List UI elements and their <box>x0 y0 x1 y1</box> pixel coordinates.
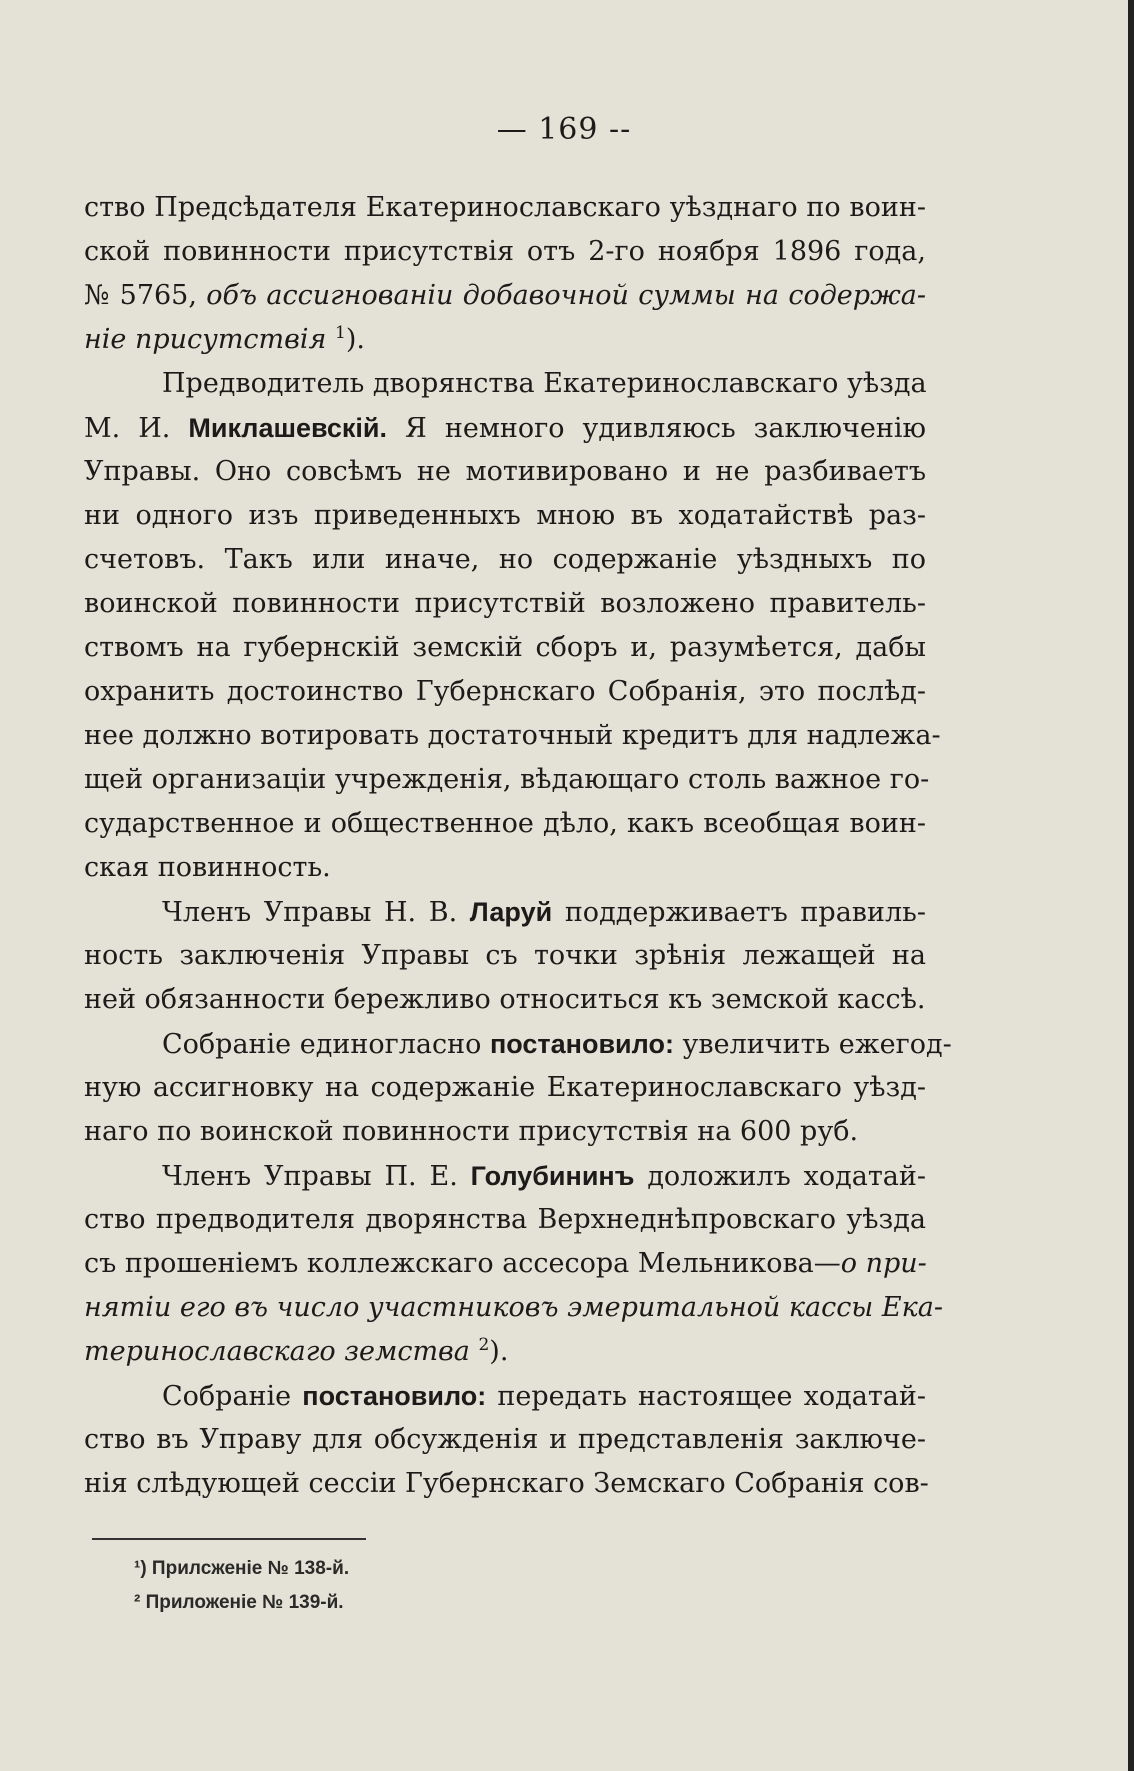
resolution-word: постановило: <box>302 1381 487 1411</box>
text-run: Собраніе <box>162 1381 292 1412</box>
italic-text: объ ассигнованіи добавочной суммы на содержа- <box>206 280 926 311</box>
text-line: сударственное и общественное дѣло, какъ всеобщая воин- <box>84 808 926 839</box>
text-run: ). <box>345 324 365 355</box>
text-line: ской повинности присутствія отъ 2-го ноября 1896 года, <box>84 236 926 267</box>
footnote-divider <box>92 1538 366 1540</box>
footnotes <box>134 1552 349 1620</box>
text-line <box>84 890 926 934</box>
page-number: — 169 -- <box>496 112 632 147</box>
resolution-word: постановило: <box>489 1029 674 1059</box>
text-line: ную ассигновку на содержаніе Екатеринославскаго уѣзд- <box>84 1072 926 1103</box>
text-line: ство въ Управу для обсужденія и представленія заключе- <box>84 1424 926 1455</box>
footnote-2: ² Приложеніе № 139-й. <box>134 1592 344 1613</box>
text-line <box>84 274 926 318</box>
body-text <box>84 186 952 1506</box>
footnote-ref: 1 <box>334 323 346 343</box>
text-line <box>84 1374 926 1418</box>
text-line <box>84 1242 926 1286</box>
text-line: наго по воинской повинности присутствія на 600 руб. <box>84 1116 859 1147</box>
text-line <box>84 406 926 450</box>
text-run: Я немного удивляюсь заключенію <box>405 413 926 444</box>
text-run: Собраніе единогласно <box>162 1029 482 1060</box>
text-line: Предводитель дворянства Екатеринославскаго уѣзда <box>162 368 927 399</box>
text-line <box>84 1022 952 1066</box>
text-line: ство Предсѣдателя Екатеринославскаго уѣзднаго по воин- <box>84 192 926 223</box>
text-line <box>84 1330 926 1374</box>
text-run: передать настоящее ходатай- <box>497 1381 926 1412</box>
footnote-ref: 2 <box>478 1335 490 1355</box>
text-run: Членъ Управы Н. В. <box>162 897 458 928</box>
speaker-name: Миклашевскій. <box>188 413 388 443</box>
text-run: доложилъ ходатай- <box>647 1161 926 1192</box>
italic-text: о при- <box>840 1248 927 1279</box>
paragraph-6 <box>84 1374 929 1506</box>
text-line <box>84 1154 926 1198</box>
paragraph-1 <box>84 186 926 362</box>
text-line: ствомъ на губернскій земскій сборъ и, разумѣется, дабы <box>84 632 926 663</box>
speaker-name: Ларуй <box>469 897 553 927</box>
paragraph-5 <box>84 1154 943 1374</box>
text-line <box>84 318 926 362</box>
text-line: счетовъ. Такъ или иначе, но содержаніе уѣздныхъ по <box>84 544 926 575</box>
text-run: № 5765, <box>84 280 197 311</box>
italic-text: теринославскаго земства <box>84 1336 470 1367</box>
text-line: ство предводителя дворянства Верхнеднѣпровскаго уѣзда <box>84 1204 926 1235</box>
speaker-name: Голубининъ <box>470 1161 635 1191</box>
text-run: М. И. <box>84 413 171 444</box>
text-run: съ прошеніемъ коллежскаго ассесора Мельникова— <box>84 1248 841 1279</box>
text-line: воинской повинности присутствій возложено правитель- <box>84 588 926 619</box>
paragraph-2 <box>84 362 941 890</box>
text-line: щей организаціи учрежденія, вѣдающаго столь важное го- <box>84 764 930 795</box>
footnote-1: ¹) Прилсженіе № 138-й. <box>134 1558 350 1579</box>
paragraph-4 <box>84 1022 952 1154</box>
text-line: ней обязанности бережливо относиться къ земской кассѣ. <box>84 984 926 1015</box>
italic-text: ніе присутствія <box>84 324 327 355</box>
text-line: ни одного изъ приведенныхъ мною въ ходатайствѣ раз- <box>84 500 926 531</box>
text-line: нее должно вотировать достаточный кредитъ для надлежа- <box>84 720 941 751</box>
text-line: нія слѣдующей сессіи Губернскаго Земскаго Собранія сов- <box>84 1468 929 1499</box>
paragraph-3 <box>84 890 926 1022</box>
text-run: ). <box>489 1336 509 1367</box>
text-run: поддерживаетъ правиль- <box>564 897 926 928</box>
text-line: ность заключенія Управы съ точки зрѣнія лежащей на <box>84 940 926 971</box>
text-line: охранить достоинство Губернскаго Собранія, это послѣд- <box>84 676 926 707</box>
text-line: ская повинность. <box>84 852 331 883</box>
text-line: Управы. Оно совсѣмъ не мотивировано и не разбиваетъ <box>84 456 926 487</box>
text-run: Членъ Управы П. Е. <box>162 1161 458 1192</box>
text-line: нятіи его въ число участниковъ эмеритальной кассы Ека- <box>84 1292 943 1323</box>
text-run: увеличить ежегод- <box>682 1029 952 1060</box>
